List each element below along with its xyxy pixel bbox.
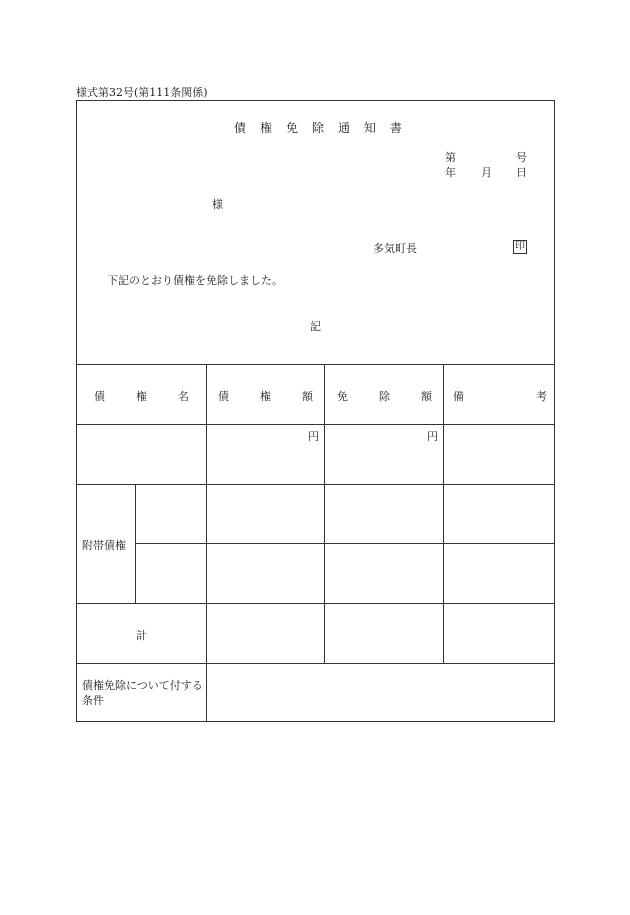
header-char: 名	[178, 390, 189, 403]
header-amount	[218, 388, 313, 404]
number-prefix: 第	[445, 151, 456, 164]
header-char: 額	[421, 390, 432, 403]
total-label: 計	[136, 629, 147, 642]
col1-line	[206, 364, 207, 721]
number-suffix: 号	[516, 151, 527, 164]
header-char: 権	[136, 390, 147, 403]
conditions-label: 債権免除について付する条件	[82, 679, 203, 707]
total-bottom-line	[77, 663, 554, 664]
col2-line	[324, 364, 325, 663]
attached-sub-line	[135, 484, 136, 603]
title-char: 除	[311, 121, 324, 135]
header-char: 除	[379, 390, 390, 403]
addressee-suffix: 様	[212, 198, 223, 211]
seal-mark: 印	[515, 241, 525, 252]
attached-bottom-line	[77, 603, 554, 604]
header-name	[94, 388, 189, 404]
header-char: 考	[536, 390, 547, 403]
header-char: 権	[260, 390, 271, 403]
date-year: 年	[445, 166, 456, 179]
date-day: 日	[516, 166, 527, 179]
date-month: 月	[481, 166, 492, 179]
body-text: 下記のとおり債権を免除しました。	[107, 274, 283, 287]
attached-claims-label: 附帯債権	[82, 539, 126, 552]
form-number: 様式第32号(第111条関係)	[76, 86, 208, 99]
yen-exemption: 円	[427, 430, 438, 443]
title-char: 免	[285, 121, 298, 135]
table-top-line	[77, 364, 554, 365]
title-char: 通	[337, 121, 350, 135]
header-char: 備	[453, 390, 464, 403]
notice-form	[76, 100, 555, 722]
header-char: 免	[337, 390, 348, 403]
header-exemption	[337, 388, 432, 404]
title-char: 書	[389, 121, 402, 135]
title-char: 権	[259, 121, 272, 135]
ki-mark: 記	[310, 320, 321, 333]
header-char: 債	[94, 390, 105, 403]
form-title	[234, 119, 402, 136]
header-bottom-line	[77, 424, 554, 425]
col3-line	[443, 364, 444, 663]
title-char: 知	[363, 121, 376, 135]
header-char: 債	[218, 390, 229, 403]
header-remarks	[453, 388, 547, 404]
yen-amount: 円	[308, 430, 319, 443]
header-char: 額	[302, 390, 313, 403]
title-char: 債	[234, 121, 247, 135]
issuer: 多気町長	[373, 242, 417, 255]
row1-bottom-line	[77, 484, 554, 485]
attached-mid-line	[135, 543, 554, 544]
